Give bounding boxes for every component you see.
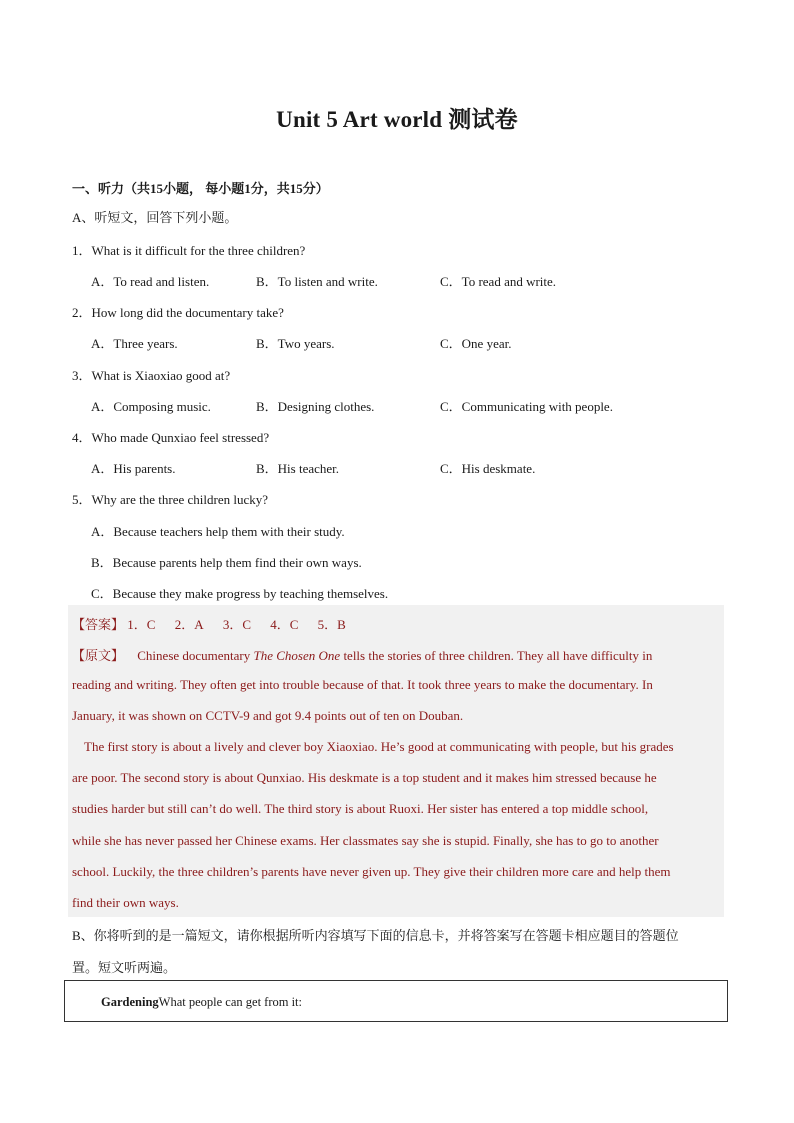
- page-title: Unit 5 Art world 测试卷: [276, 107, 518, 132]
- transcript-line: January, it was shown on CCTV-9 and got 9.4 points out of ten on Douban.: [72, 708, 464, 723]
- section-heading: 一、听力（共15小题， 每小题1分，共15分）: [72, 181, 329, 196]
- transcript-line: The first story is about a lively and clever boy Xiaoxiao. He’s good at communicating with people, but his grades: [84, 739, 674, 754]
- transcript-line: are poor. The second story is about Qunxiao. His deskmate is a top student and it makes him stressed because he: [72, 770, 657, 785]
- q4-option-b: B．His teacher.: [256, 461, 340, 476]
- q3-option-b: B．Designing clothes.: [256, 399, 375, 414]
- answer-row: [72, 614, 362, 633]
- q1-option-a: A．To read and listen.: [91, 274, 210, 289]
- transcript-first-line: [72, 645, 652, 664]
- q4-option-c: C．His deskmate.: [440, 461, 536, 476]
- transcript-line: studies harder but still can’t do well. The third story is about Ruoxi. Her sister has entered a top middle school,: [72, 801, 649, 816]
- q5-option-c: C．Because they make progress by teaching themselves.: [91, 586, 389, 601]
- transcript-line: find their own ways.: [72, 895, 179, 910]
- part-b-instruction-cont: 置。短文听两遍。: [72, 960, 177, 975]
- question-5: 5．Why are the three children lucky?: [72, 492, 268, 507]
- q3-option-c: C．Communicating with people.: [440, 399, 613, 414]
- transcript-label: 【原文】: [72, 648, 125, 663]
- transcript-line: reading and writing. They often get into trouble because of that. It took three years to make the documentary. In: [72, 677, 653, 692]
- question-2: 2．How long did the documentary take?: [72, 305, 284, 320]
- transcript-line: while she has never passed her Chinese exams. Her classmates say she is stupid. Finally, she has to go to another: [72, 833, 659, 848]
- q5-option-b: B．Because parents help them find their own ways.: [91, 555, 362, 570]
- q5-option-a: A．Because teachers help them with their study.: [91, 524, 345, 539]
- transcript-line: school. Luckily, the three children’s parents have never given up. They give their children more care and help them: [72, 864, 671, 879]
- q1-option-c: C．To read and write.: [440, 274, 557, 289]
- q3-option-a: A．Composing music.: [91, 399, 211, 414]
- answer-item: 1．C: [127, 617, 156, 632]
- q1-option-b: B．To listen and write.: [256, 274, 378, 289]
- question-3: 3．What is Xiaoxiao good at?: [72, 368, 231, 383]
- q2-option-c: C．One year.: [440, 336, 512, 351]
- info-card-prompt: What people can get from it:: [158, 995, 303, 1009]
- answer-item: 2．A: [174, 617, 204, 632]
- part-a-instruction: A、听短文，回答下列小题。: [72, 210, 238, 225]
- q4-option-a: A．His parents.: [91, 461, 176, 476]
- q2-option-a: A．Three years.: [91, 336, 178, 351]
- info-card: [64, 980, 728, 1022]
- question-4: 4．Who made Qunxiao feel stressed?: [72, 430, 270, 445]
- transcript-text: tells the stories of three children. They all have difficulty in: [340, 648, 653, 663]
- info-card-title: Gardening: [101, 995, 159, 1009]
- info-card-text: [101, 995, 302, 1010]
- answer-label: 【答案】: [72, 617, 125, 632]
- part-b-instruction: B、你将听到的是一篇短文，请你根据所听内容填写下面的信息卡，并将答案写在答题卡相应题目的答题位: [72, 928, 679, 943]
- answer-item: 5．B: [317, 617, 346, 632]
- q2-option-b: B．Two years.: [256, 336, 335, 351]
- documentary-title: The Chosen One: [253, 648, 341, 663]
- answer-item: 4．C: [270, 617, 299, 632]
- answer-item: 3．C: [222, 617, 251, 632]
- question-1: 1．What is it difficult for the three children?: [72, 243, 306, 258]
- transcript-text: Chinese documentary: [137, 648, 254, 663]
